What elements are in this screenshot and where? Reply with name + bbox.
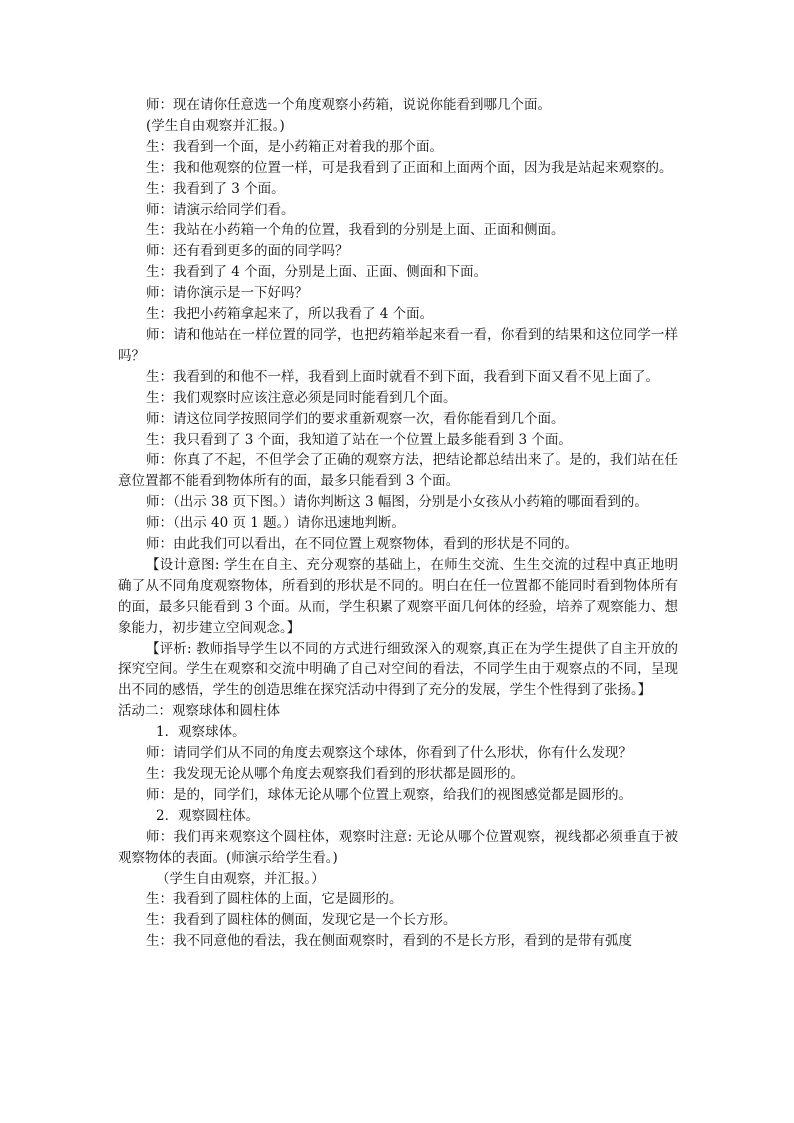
paragraph: 师：（出示 40 页 1 题。）请你迅速地判断。 (146, 515, 405, 532)
document-body (118, 95, 678, 952)
paragraph: 师：请同学们从不同的角度去观察这个球体，你看到了什么形状，你有什么发现？ (146, 745, 632, 762)
paragraph: 师：我们再来观察这个圆柱体，观察时注意: 无论从哪个位置观察，视线都必须垂直于被观察物体的表面。(师演示给学生看。) (118, 828, 678, 866)
paragraph: 师：是的，同学们，球体无论从哪个位置上观察，给我们的视图感觉都是圆形的。 (146, 786, 632, 803)
paragraph: 生：我发现无论从哪个角度去观察我们看到的形状都是圆形的。 (146, 766, 524, 782)
design-intent-note: 【设计意图: 学生在自主、充分观察的基础上，在师生交流、生生交流的过程中真正地明确了从不同角度观察物体，所看到的形状是不同的。明白在任一位置都不能同时看到物体所有的面，最多只能看到 3 个面。从而，学生积累了观察平面几何体的经验，培养了观察能力、想象能力，初步建立空间观念。】 (118, 556, 678, 636)
paragraph: 生：我看到了 3 个面。 (146, 180, 285, 197)
paragraph: 生：我和他观察的位置一样，可是我看到了正面和上面两个面，因为我是站起来观察的。 (146, 159, 673, 176)
paragraph: 师：你真了不起，不但学会了正确的观察方法，把结论都总结出来了。是的，我们站在任意位置都不能看到物体所有的面，最多只能看到 3 个面。 (118, 452, 678, 490)
paragraph: 生：我看到的和他不一样，我看到上面时就看不到下面，我看到下面又看不见上面了。 (146, 368, 659, 385)
paragraph: 师：还有看到更多的面的同学吗？ (146, 243, 349, 260)
paragraph: (学生自由观察并汇报。) (146, 117, 285, 134)
paragraph: 生：我看到一个面，是小药箱正对着我的那个面。 (146, 138, 443, 155)
paragraph: 师：现在请你任意选一个角度观察小药箱，说说你能看到哪几个面。 (146, 97, 551, 113)
paragraph: 生：我们观察时应该注意必须是同时能看到几个面。 (146, 389, 457, 406)
paragraph: 生：我只看到了 3 个面，我知道了站在一个位置上最多能看到 3 个面。 (146, 431, 572, 448)
subsection-heading: 1．观察球体。 (156, 724, 246, 741)
paragraph: 生：我不同意他的看法，我在侧面观察时，看到的不是长方形，看到的是带有弧度 (146, 933, 632, 950)
paragraph: 生：我站在小药箱一个角的位置，我看到的分别是上面、正面和侧面。 (146, 222, 565, 239)
paragraph: 师：请演示给同学们看。 (146, 201, 295, 218)
paragraph: 生：我看到了圆柱体的上面，它是圆形的。 (146, 891, 403, 908)
paragraph: 生：我把小药箱拿起来了，所以我看了 4 个面。 (146, 306, 434, 323)
paragraph: 生：我看到了圆柱体的侧面，发现它是一个长方形。 (146, 912, 457, 929)
paragraph: 师：请这位同学按照同学们的要求重新观察一次，看你能看到几个面。 (146, 410, 565, 427)
paragraph: 师：请和他站在一样位置的同学，也把药箱举起来看一看，你看到的结果和这位同学一样吗？ (118, 326, 678, 364)
paragraph: 师：由此我们可以看出，在不同位置上观察物体，看到的形状是不同的。 (146, 536, 578, 553)
subsection-heading: 2．观察圆柱体。 (156, 807, 260, 824)
paragraph: （学生自由观察，并汇报。） (156, 870, 325, 887)
commentary-note: 【评析: 教师指导学生以不同的方式进行细致深入的观察,真正在为学生提供了自主开放的探究空间。学生在观察和交流中明确了自己对空间的看法，不同学生由于观察点的不同，呈现出不同的感悟，学生的创造思维在探究活动中得到了充分的发展，学生个性得到了张扬。】 (118, 640, 678, 699)
section-heading: 活动二：观察球体和圆柱体 (118, 703, 280, 720)
paragraph: 生：我看到了 4 个面，分别是上面、正面、侧面和下面。 (146, 264, 488, 281)
paragraph: 师：（出示 38 页下图。）请你判断这 3 幅图，分别是小女孩从小药箱的哪面看到的。 (146, 494, 648, 511)
paragraph: 师：请你演示是一下好吗？ (146, 285, 308, 302)
